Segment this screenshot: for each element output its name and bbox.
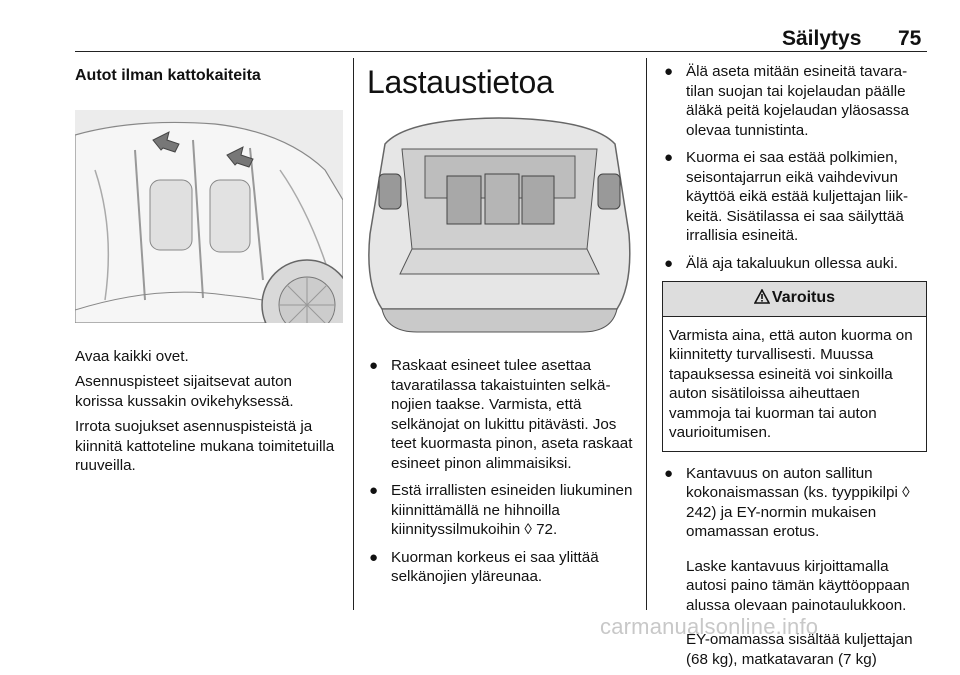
loading-rules-list	[662, 62, 927, 273]
list-item-text: Älä aja takaluukun ollessa auki.	[686, 254, 898, 272]
list-item: ● Estä irrallisten esineiden liukuminen kiinnittämällä ne hihnoilla kiinnityssilmukoihin ◊ 72.	[369, 482, 633, 538]
site-watermark: carmanualsonline.info	[600, 614, 819, 639]
list-item: ● Älä aseta mitään esineitä tavaratilan suojan tai kojelaudan päälle äläkä peitä kojelaudan yläosassa olevaa tunnistinta.	[664, 63, 909, 139]
warning-box	[662, 281, 927, 452]
warning-title: Varoitus	[771, 289, 836, 306]
list-item: ● Älä aja takaluukun ollessa auki.	[664, 254, 898, 272]
warning-triangle-icon	[754, 289, 770, 310]
middle-column	[367, 62, 635, 595]
indented-paragraph: Laske kantavuus kirjoittamalla autosi paino tämän käyttöoppaan alussa olevaan painotaulukkoon.	[686, 557, 910, 614]
list-item-text: Kantavuus on auton sallitun kokonaismassan (ks. tyyppikilpi ◊ 242) ja EY-normin mukaisen omamassan erotus.	[686, 464, 910, 540]
page-number: 75	[898, 27, 922, 50]
list-item: ● Kuorma ei saa estää polkimien, seisontajarrun eikä vaihdevivun käyttöä eikä estää kuljettajan liikkeitä. Sisätilassa ei saa säilyttää irrallisia esineitä.	[664, 149, 909, 244]
list-item-text: Kuorma ei saa estää polkimien, seisontajarrun eikä vaihdevivun käyttöä eikä estää kuljettajan liikkeitä. Sisätilassa ei saa säilyttää irrallisia esineitä.	[686, 149, 909, 244]
list-item: ● Raskaat esineet tulee asettaa tavaratilassa takaistuinten selkänojien taakse. Varmista, että selkänojat on lukittu pitävästi. Jos teet kuormasta pinon, aseta raskaat esineet pinon alimmaisiksi.	[369, 357, 633, 472]
list-item: ● Kantavuus on auton sallitun kokonaismassan (ks. tyyppikilpi ◊ 242) ja EY-normin mukaisen omamassan erotus.	[664, 464, 910, 540]
loading-tips-list	[367, 356, 635, 587]
header-title: Säilytys	[782, 27, 862, 50]
paragraph: Irrota suojukset asennuspisteistä ja kiinnitä kattoteline mukana toimitetuilla ruuveilla.	[75, 418, 335, 474]
loaded-trunk-illustration	[367, 114, 632, 336]
left-column	[75, 62, 343, 482]
right-column	[662, 62, 927, 675]
list-item-text: Raskaat esineet tulee asettaa tavaratilassa takaistuinten selkänojien taakse. Varmista, että selkänojat on lukittu pitävästi. Jos teet kuormasta pinon, aseta raskaat esineet pinon alimmaisiksi.	[391, 357, 633, 472]
warning-text: Varmista aina, että auton kuorma on kiinnitetty turvallisesti. Muussa tapauksessa esineitä voi sinkoilla auton sisätiloissa aiheuttaen vammoja tai kuorman tai auton vaurioitumisen.	[669, 326, 913, 441]
list-item-text: Kuorman korkeus ei saa ylittää selkänojien yläreunaa.	[391, 548, 599, 585]
section-title: Lastaustietoa	[367, 64, 554, 100]
indented-paragraph: EY-omamassa sisältää kuljettajan (68 kg), matkatavaran (7 kg)	[686, 631, 913, 668]
payload-list	[662, 464, 927, 542]
warning-header	[663, 282, 926, 317]
section-subheading: Autot ilman kattokaiteita	[75, 67, 261, 84]
column-divider-2	[646, 58, 647, 610]
paragraph: Avaa kaikki ovet.	[75, 347, 189, 365]
list-item-text: Estä irrallisten esineiden liukuminen kiinnittämällä ne hihnoilla kiinnityssilmukoihin ◊ 72.	[391, 482, 633, 538]
list-item-text: Älä aseta mitään esineitä tavaratilan suojan tai kojelaudan päälle äläkä peitä kojelaudan yläosassa olevaa tunnistinta.	[686, 63, 909, 139]
header-rule	[75, 51, 927, 52]
car-door-frame-illustration	[75, 110, 343, 323]
list-item: ● Kuorman korkeus ei saa ylittää selkänojien yläreunaa.	[369, 548, 599, 585]
column-divider-1	[353, 58, 354, 610]
paragraph: Asennuspisteet sijaitsevat auton korissa kussakin ovikehyksessä.	[75, 373, 294, 410]
